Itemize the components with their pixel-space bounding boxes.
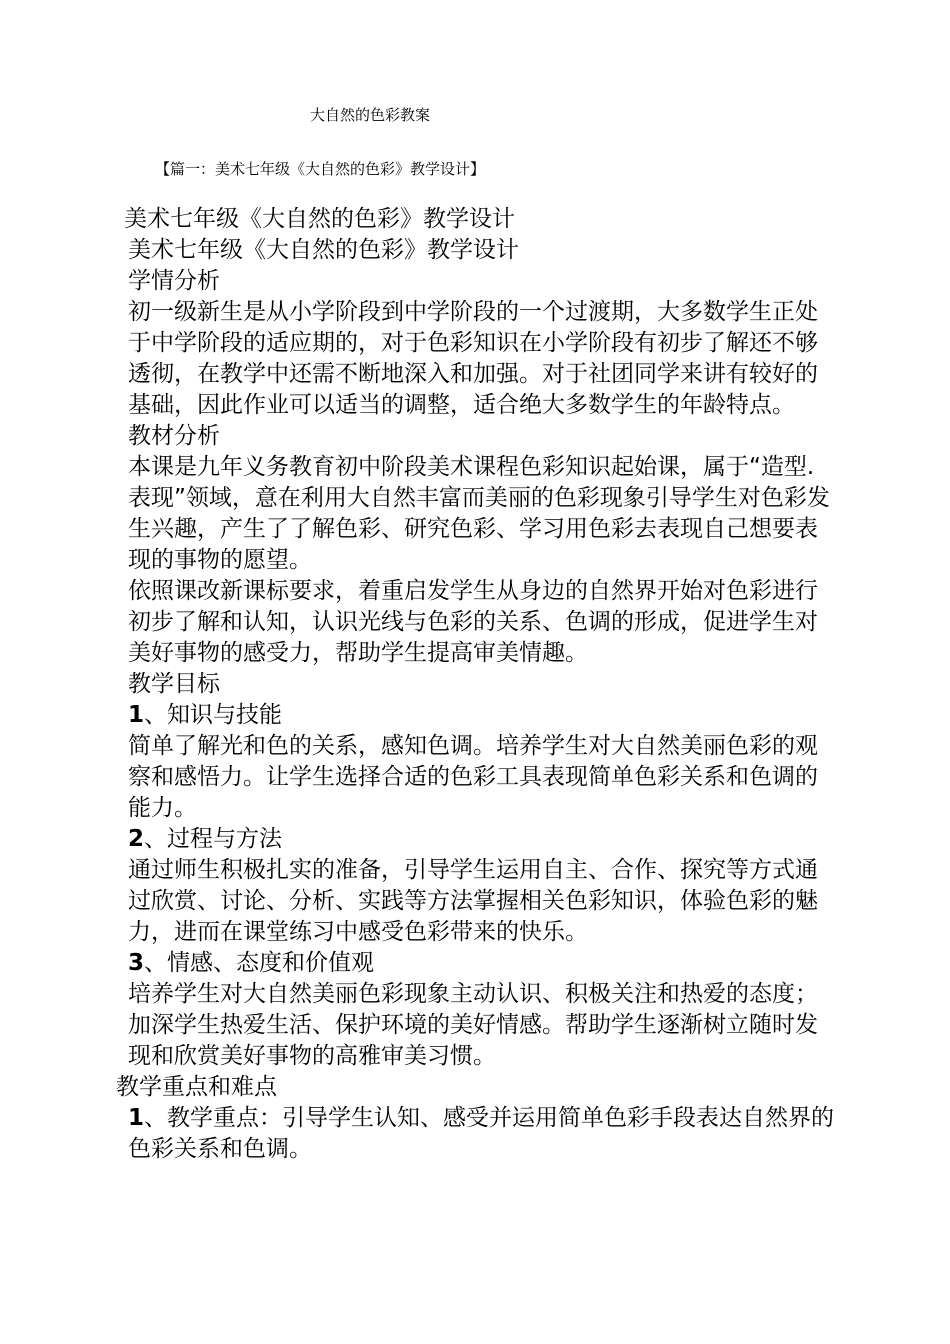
objective-3-text: 培养学生对大自然美丽色彩现象主动认识、积极关注和热爱的态度；加深学生热爱生活、保护环境的美好情感。帮助学生逐渐树立随时发现和欣赏美好事物的高雅审美习惯。 [128,981,818,1069]
material-analysis-heading: 教材分析 [128,423,220,449]
objective-3-title [116,948,836,979]
objective-2-label: 、过程与方法 [144,826,283,852]
objective-1-label: 、知识与技能 [144,702,283,728]
objective-1-num: 1 [128,702,145,728]
objectives-heading: 教学目标 [128,671,220,697]
student-analysis-heading: 学情分析 [128,268,220,294]
material-analysis-text-2: 依照课改新课标要求，着重启发学生从身边的自然界开始对色彩进行初步了解和认知，认识光线与色彩的关系、色调的形成，促进学生对美好事物的感受力，帮助学生提高审美情趣。 [128,578,818,666]
objective-1-text: 简单了解光和色的关系，感知色调。培养学生对大自然美丽色彩的观察和感悟力。让学生选择合适的色彩工具表现简单色彩关系和色调的能力。 [128,733,818,821]
key-points-heading: 教学重点和难点 [116,1074,277,1100]
key-point-1-text: 、教学重点：引导学生认知、感受并运用简单色彩手段表达自然界的色彩关系和色调。 [128,1105,835,1162]
objective-2-num: 2 [128,826,145,852]
key-point-1 [116,1103,836,1165]
objective-3-num: 3 [128,950,145,976]
heading-1: 美术七年级《大自然的色彩》教学设计 [124,206,515,232]
objective-2-title [116,824,836,855]
key-point-1-num: 1 [128,1105,145,1131]
student-analysis-text: 初一级新生是从小学阶段到中学阶段的一个过渡期，大多数学生正处于中学阶段的适应期的，对于色彩知识在小学阶段有初步了解还不够透彻，在教学中还需不断地深入和加强。对于社团同学来讲有较好的基础，因此作业可以适当的调整，适合绝大多数学生的年龄特点。 [128,299,818,418]
objective-2-text: 通过师生积极扎实的准备，引导学生运用自主、合作、探究等方式通过欣赏、讨论、分析、实践等方法掌握相关色彩知识，体验色彩的魅力，进而在课堂练习中感受色彩带来的快乐。 [128,857,818,945]
material-analysis-text-1: 本课是九年义务教育初中阶段美术课程色彩知识起始课，属于“造型.表现”领域，意在利用大自然丰富而美丽的色彩现象引导学生对色彩发生兴趣，产生了了解色彩、研究色彩、学习用色彩去表现自己想要表现的事物的愿望。 [128,454,830,573]
document-body [116,204,836,1165]
objective-3-label: 、情感、态度和价值观 [144,950,375,976]
document-title: 大自然的色彩教案 [310,106,431,124]
heading-2: 美术七年级《大自然的色彩》教学设计 [128,237,519,263]
objective-1-title [116,700,836,731]
section-label: 【篇一：美术七年级《大自然的色彩》教学设计】 [155,160,486,178]
